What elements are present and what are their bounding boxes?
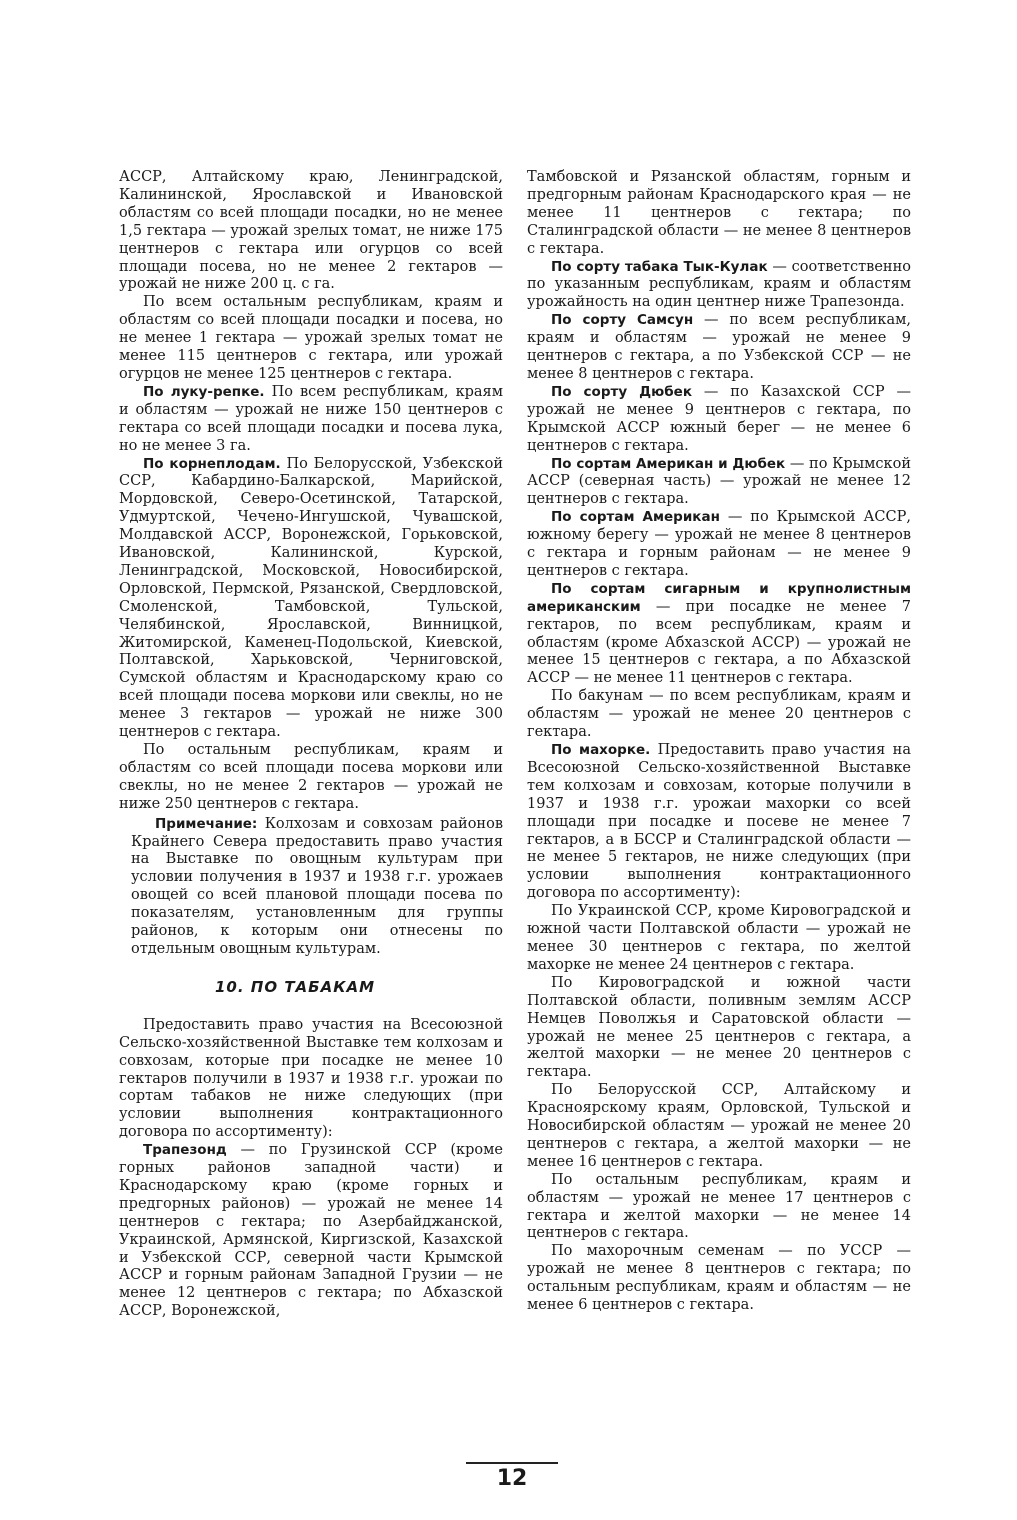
paragraph: По сорту Самсун — по всем республикам, краям и областям — урожай не менее 9 центнеров с гектара, а по Узбекской ССР — не менее 8 центнеров с гектара. — [527, 312, 911, 382]
run-in-heading: По корнеплодам. — [143, 455, 281, 472]
paragraph: Трапезонд — по Грузинской ССР (кроме горных районов западной части) и Краснодарскому краю (кроме горных и предгорных районов) — урожай не менее 14 центнеров с гектара; по Азербайджанской, Украинской, Армянской, Киргизской, Казахской и Узбекской ССР, северной части Крымской АССР и горным районам Западной Грузии — не менее 12 центнеров с гектара; по Абхазской АССР, Воронежской, — [119, 1142, 503, 1320]
run-in-heading: По сортам Американ и Дюбек — [551, 455, 786, 472]
section-heading: 10. ПО ТАБАКАМ — [215, 977, 376, 996]
run-in-heading: По махорке. — [551, 742, 651, 758]
paragraph: По сортам Американ — по Крымской АССР, южному берегу — урожай не менее 8 центнеров с гектара и горным районам — не менее 9 центнеров с гектара. — [527, 509, 911, 579]
paragraph: По остальным республикам, краям и областям — урожай не менее 17 центнеров с гектара и желтой махорки — не менее 14 центнеров с гектара. — [527, 1171, 911, 1242]
run-in-heading: По сортам сигарным и крупнолистным американским — [527, 580, 911, 615]
paragraph: По махорке. Предоставить право участия на Всесоюзной Сельско-хозяйственной Выставке тем колхозам и совхозам, которые получили в 1937 и 1938 г.г. урожаи махорки со всей площади при посадке и посеве не менее 7 гектаров, а в БССР и Сталинградской области — не менее 5 гектаров, не ниже следующих (при условии выполнения контрактационного договора по ассортименту): — [527, 742, 911, 902]
paragraph: По луку-репке. По всем республикам, краям и областям — урожай не ниже 150 центнеров с гектара со всей площади посадки и посева лука, но не менее 3 га. — [119, 383, 503, 454]
paragraph: По Украинской ССР, кроме Кировоградской и южной части Полтавской области — урожай не менее 30 центнеров с гектара, по желтой махорке не менее 24 центнеров с гектара. — [527, 903, 911, 973]
paragraph: По сортам сигарным и крупнолистным американским — при посадке не менее 7 гектаров, по всем республикам, краям и областям (кроме Абхазской АССР) — урожай не менее 15 центнеров с гектара, а по Абхазской АССР — не менее 11 центнеров с гектара. — [527, 580, 911, 687]
note: Примечание: Колхозам и совхозам районов Крайнего Севера предоставить право участия на Выставке по овощным культурам при условии получения в 1937 и 1938 г.г. урожаев овощей со всей плановой площади посева по показателям, установленным для группы районов, к которым они отнесены по отдельным овощным культурам. — [131, 815, 503, 957]
paragraph: По сорту Дюбек — по Казахской ССР — урожай не менее 9 центнеров с гектара, по Крымской АССР южный берег — не менее 6 центнеров с гектара. — [527, 383, 912, 454]
paragraph: По Кировоградской и южной части Полтавской области, поливным землям АССР Немцев Поволжья и Саратовской области — урожай не менее 25 центнеров с гектара, а желтой махорки — не менее 20 центнеров с гектара. — [527, 974, 911, 1081]
run-in-heading: По сорту Дюбек — [551, 383, 693, 400]
paragraph: Тамбовской и Рязанской областям, горным и предгорным районам Краснодарского края — не менее 11 центнеров с гектара; по Сталинградской области — не менее 8 центнеров с гектара. — [527, 169, 911, 257]
paragraph: По сортам Американ и Дюбек — по Крымской АССР (северная часть) — урожай не менее 12 центнеров с гектара. — [527, 455, 912, 508]
paragraph: По всем остальным республикам, краям и областям со всей площади посадки и посева, но не менее 1 гектара — урожай зрелых томат не менее 115 центнеров с гектара, или урожай огурцов не менее 125 центнеров с гектара. — [119, 294, 503, 382]
note-label: Примечание: — [155, 815, 258, 832]
run-in-heading: По луку-репке. — [143, 383, 265, 400]
run-in-heading: Трапезонд — [143, 1142, 227, 1159]
paragraph: По сорту табака Тык-Кулак — соответственно по указанным республикам, краям и областям урожайность на один центнер ниже Трапезонда. — [527, 258, 911, 311]
paragraph: По остальным республикам, краям и областям со всей площади посева моркови или свеклы, но не менее 2 гектаров — урожай не ниже 250 центнеров с гектара. — [119, 742, 503, 812]
left-column — [119, 169, 503, 1321]
paragraph: По корнеплодам. По Белорусской, Узбекской ССР, Кабардино-Балкарской, Марийской, Мордовской, Северо-Осетинской, Татарской, Удмуртской, Чечено-Ингушской, Чувашской, Молдавской АССР, Воронежской, Горьковской, Ивановской, Калининской, Курской, Ленинградской, Московской, Новосибирской, Орловской, Пермской, Рязанской, Свердловской, Смоленской, Тамбовской, Тульской, Челябинской, Ярославской, Винницкой, Житомирской, Каменец-Подольской, Киевской, Полтавской, Харьковской, Черниговской, Сумской областям и Краснодарскому краю со всей площади посева моркови или свеклы, но не менее 3 гектаров — урожай не ниже 300 центнеров с гектара. — [119, 455, 503, 741]
paragraph: Предоставить право участия на Всесоюзной Сельско-хозяйственной Выставке тем колхозам и совхозам, которые при посадке не менее 10 гектаров получили в 1937 и 1938 г.г. урожаи по сортам табаков не ниже следующих (при условии выполнения контрактационного договора по ассортименту): — [119, 1016, 503, 1141]
footer-rule — [466, 1462, 558, 1464]
run-in-heading: По сорту Самсун — [551, 312, 694, 329]
run-in-heading: По сортам Американ — [551, 509, 720, 526]
paragraph: По махорочным семенам — по УССР — урожай не менее 8 центнеров с гектара; по остальным республикам, краям и областям — не менее 6 центнеров с гектара. — [527, 1243, 911, 1314]
paragraph: По бакунам — по всем республикам, краям и областям — урожай не менее 20 центнеров с гектара. — [527, 688, 911, 741]
paragraph: АССР, Алтайскому краю, Ленинградской, Калининской, Ярославской и Ивановской областям со всей площади посадки, но не менее 1,5 гектара — урожай зрелых томат, не ниже 175 центнеров с гектара или огурцов со всей площади посева, но не менее 2 гектаров — урожай не ниже 200 ц. с га. — [119, 169, 503, 293]
run-in-heading: По сорту табака Тык-Кулак — [551, 258, 768, 275]
right-column — [527, 169, 911, 1315]
paragraph: По Белорусской ССР, Алтайскому и Красноярскому краям, Орловской, Тульской и Новосибирской областям — урожай не менее 20 центнеров с гектара, а желтой махорки — не менее 16 центнеров с гектара. — [527, 1082, 911, 1170]
page-number: 12 — [496, 1466, 528, 1491]
